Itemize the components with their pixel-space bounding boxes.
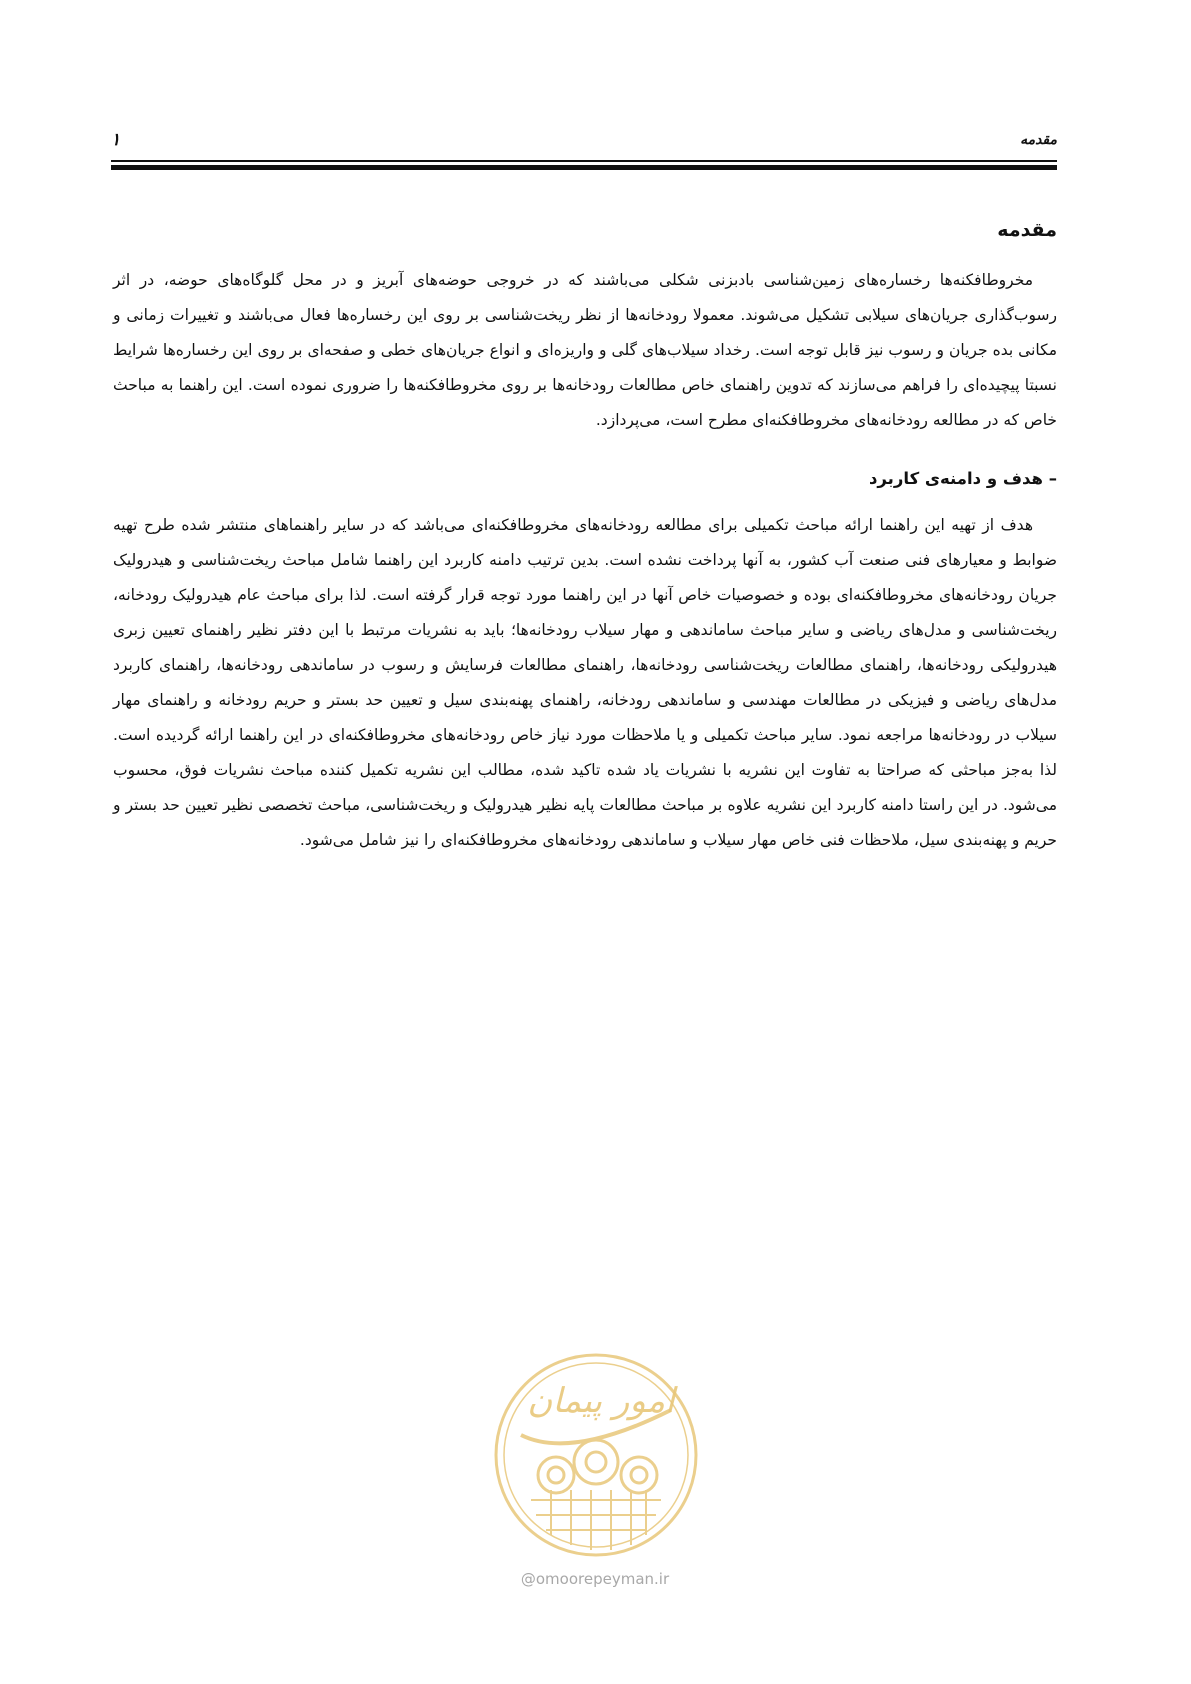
watermark-logo-text: امور پیمان (527, 1381, 675, 1421)
header-rule-thick (111, 165, 1057, 170)
document-body (113, 215, 1057, 858)
subsection-heading: – هدف و دامنه‌ی کاربرد (868, 469, 1057, 488)
running-title: مقدمه (1020, 132, 1057, 148)
watermark-logo (491, 1350, 701, 1560)
intro-paragraph: مخروطافکنه‌ها رخساره‌های زمین‌شناسی بادبزنی شکلی می‌باشند که در خروجی حوضه‌های آبریز و در محل گلوگاه‌های حوضه، در اثر رسوب‌گذاری جریان‌های سیلابی تشکیل می‌شوند. معمولا رودخانه‌ها از نظر ریخت‌شناسی بر روی این رخساره‌ها فعال می‌باشند و تغییرات زمانی و مکانی بده جریان و رسوب نیز قابل توجه است. رخداد سیلاب‌های گلی و واریزه‌ای و انواع جریان‌های خطی و صفحه‌ای بر روی این رخساره‌ها شرایط نسبتا پیچیده‌ای را فراهم می‌سازند که تدوین راهنمای خاص مطالعات رودخانه‌ها بر روی مخروطافکنه‌ها را ضروری نموده است. این راهنما به مباحث خاص که در مطالعه رودخانه‌های مخروطافکنه‌ای مطرح است، می‌پردازد. (113, 271, 1057, 429)
scope-paragraph: هدف از تهیه این راهنما ارائه مباحث تکمیلی برای مطالعه رودخانه‌های مخروطافکنه‌ای می‌باشد که در سایر راهنماهای منتشر شده طرح تهیه ضوابط و معیارهای فنی صنعت آب کشور، به آنها پرداخت نشده است. بدین ترتیب دامنه کاربرد این راهنما شامل مباحث ریخت‌شناسی و هیدرولیک جریان رودخانه‌های مخروطافکنه‌ای بوده و خصوصیات خاص آنها در این راهنما مورد توجه قرار گرفته است. لذا برای مباحث عام هیدرولیک رودخانه، ریخت‌شناسی و مدل‌های ریاضی و سایر مباحث ساماندهی و مهار سیلاب رودخانه‌ها؛ باید به نشریات مرتبط با این دفتر نظیر راهنمای تعیین زبری هیدرولیکی رودخانه‌ها، راهنمای مطالعات ریخت‌شناسی رودخانه‌ها، راهنمای مطالعات فرسایش و رسوب در ساماندهی رودخانه‌ها، راهنمای کاربرد مدل‌های ریاضی و فیزیکی در مطالعات مهندسی و ساماندهی رودخانه، راهنمای پهنه‌بندی سیل و تعیین حد بستر و حریم رودخانه و راهنمای مهار سیلاب در رودخانه‌ها مراجعه نمود. سایر مباحث تکمیلی و یا ملاحظات مورد نیاز خاص رودخانه‌های مخروطافکنه‌ای در این راهنما ارائه گردیده است. لذا به‌جز مباحثی که صراحتا به تفاوت این نشریه با نشریات یاد شده تاکید شده، مطالب این نشریه تکمیل کننده مباحث نشریات فوق، محسوب می‌شود. در این راستا دامنه کاربرد این نشریه علاوه بر مباحث مطالعات پایه نظیر هیدرولیک و ریخت‌شناسی، مباحث تخصصی نظیر تعیین حد بستر و حریم و پهنه‌بندی سیل، ملاحظات فنی خاص مهار سیلاب و ساماندهی رودخانه‌های مخروطافکنه‌ای را نیز شامل می‌شود. (113, 516, 1057, 849)
section-heading: مقدمه (997, 219, 1057, 241)
page-number: ۱ (111, 130, 121, 150)
watermark-url: @omoorepeyman.ir (520, 1570, 670, 1588)
running-header (111, 128, 1057, 158)
header-rule-thin (111, 160, 1057, 162)
